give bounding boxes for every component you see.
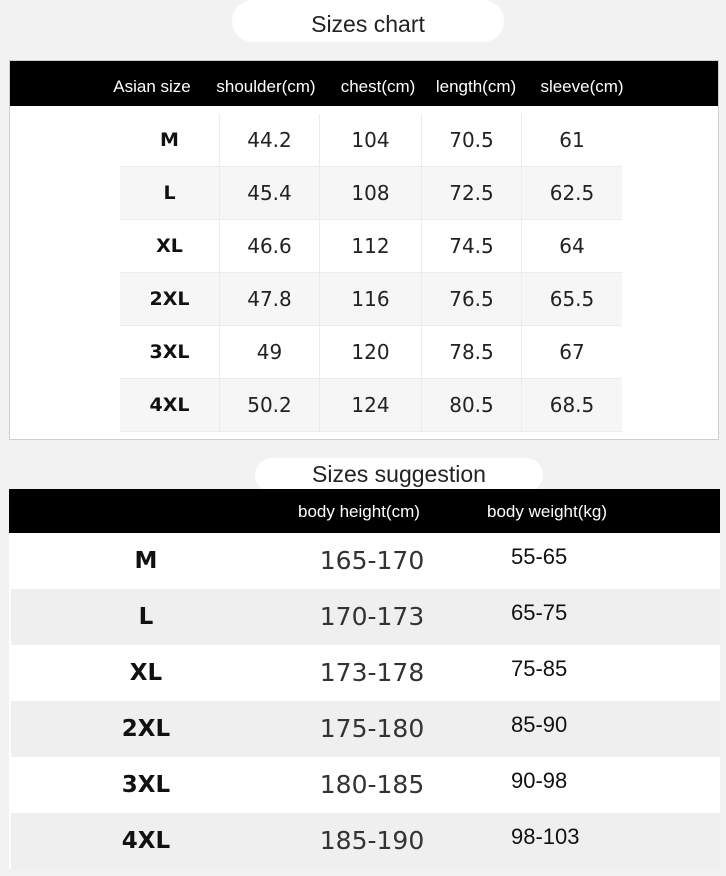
- height-cell: 175-180: [319, 714, 425, 743]
- height-cell: 165-170: [319, 546, 425, 575]
- table-row: [11, 589, 720, 645]
- sizes-suggestion-title: Sizes suggestion: [255, 458, 543, 492]
- size-cell: M: [120, 114, 220, 166]
- table-row: [11, 701, 720, 757]
- length-cell: 70.5: [422, 114, 522, 166]
- table-row: [120, 326, 622, 379]
- sleeve-cell: 67: [559, 340, 585, 364]
- header-sleeve: sleeve(cm): [540, 77, 624, 96]
- table-row: [11, 533, 720, 589]
- table-row: [11, 757, 720, 813]
- size-cell: M: [134, 548, 158, 574]
- sleeve-cell: 61: [559, 128, 585, 152]
- shoulder-cell: 45.4: [220, 167, 320, 219]
- chest-cell: 104: [320, 114, 422, 166]
- chest-cell: 112: [320, 220, 422, 272]
- sleeve-cell: 65.5: [549, 287, 595, 311]
- weight-cell: 90-98: [511, 768, 568, 793]
- table-row: [120, 379, 622, 432]
- table-row: [120, 273, 622, 326]
- length-cell: 80.5: [422, 379, 522, 431]
- table-row: [120, 167, 622, 220]
- table-row: [120, 220, 622, 273]
- size-cell: 4XL: [120, 379, 220, 431]
- weight-cell: 75-85: [511, 656, 568, 681]
- sleeve-cell: 68.5: [549, 393, 595, 417]
- length-cell: 78.5: [422, 326, 522, 378]
- size-cell: 2XL: [120, 273, 220, 325]
- header-chest: chest(cm): [340, 77, 416, 96]
- length-cell: 72.5: [422, 167, 522, 219]
- sleeve-cell: 62.5: [549, 181, 595, 205]
- shoulder-cell: 47.8: [220, 273, 320, 325]
- sizes-suggestion-table: [9, 489, 720, 869]
- length-cell: 74.5: [422, 220, 522, 272]
- shoulder-cell: 49: [220, 326, 320, 378]
- header-body-weight: body weight(kg): [487, 502, 608, 521]
- sizes-suggestion-header: [9, 489, 720, 533]
- length-cell: 76.5: [422, 273, 522, 325]
- height-cell: 185-190: [319, 826, 425, 855]
- header-asian-size: Asian size: [113, 77, 191, 96]
- height-cell: 180-185: [319, 770, 425, 799]
- size-cell: 2XL: [121, 716, 171, 742]
- size-cell: 4XL: [121, 828, 171, 854]
- chest-cell: 124: [320, 379, 422, 431]
- sizes-chart-table: [9, 60, 719, 440]
- header-shoulder: shoulder(cm): [216, 77, 316, 96]
- weight-cell: 85-90: [511, 712, 568, 737]
- chest-cell: 108: [320, 167, 422, 219]
- weight-cell: 65-75: [511, 600, 568, 625]
- shoulder-cell: 44.2: [220, 114, 320, 166]
- size-cell: XL: [120, 220, 220, 272]
- sizes-chart-rows: [120, 114, 622, 432]
- shoulder-cell: 50.2: [220, 379, 320, 431]
- sizes-chart-title: Sizes chart: [232, 0, 504, 42]
- weight-cell: 98-103: [511, 824, 580, 849]
- size-cell: L: [138, 604, 154, 630]
- chest-cell: 116: [320, 273, 422, 325]
- size-cell: L: [120, 167, 220, 219]
- weight-cell: 55-65: [511, 544, 568, 569]
- height-cell: 173-178: [319, 658, 425, 687]
- size-cell: 3XL: [121, 772, 171, 798]
- height-cell: 170-173: [319, 602, 425, 631]
- sizes-chart-header: [10, 61, 718, 106]
- size-cell: 3XL: [120, 326, 220, 378]
- header-length: length(cm): [435, 77, 517, 96]
- header-body-height: body height(cm): [298, 502, 420, 521]
- table-row: [11, 645, 720, 701]
- table-row: [11, 813, 720, 869]
- size-cell: XL: [129, 660, 163, 686]
- table-row: [120, 114, 622, 167]
- sleeve-cell: 64: [559, 234, 585, 258]
- chest-cell: 120: [320, 326, 422, 378]
- shoulder-cell: 46.6: [220, 220, 320, 272]
